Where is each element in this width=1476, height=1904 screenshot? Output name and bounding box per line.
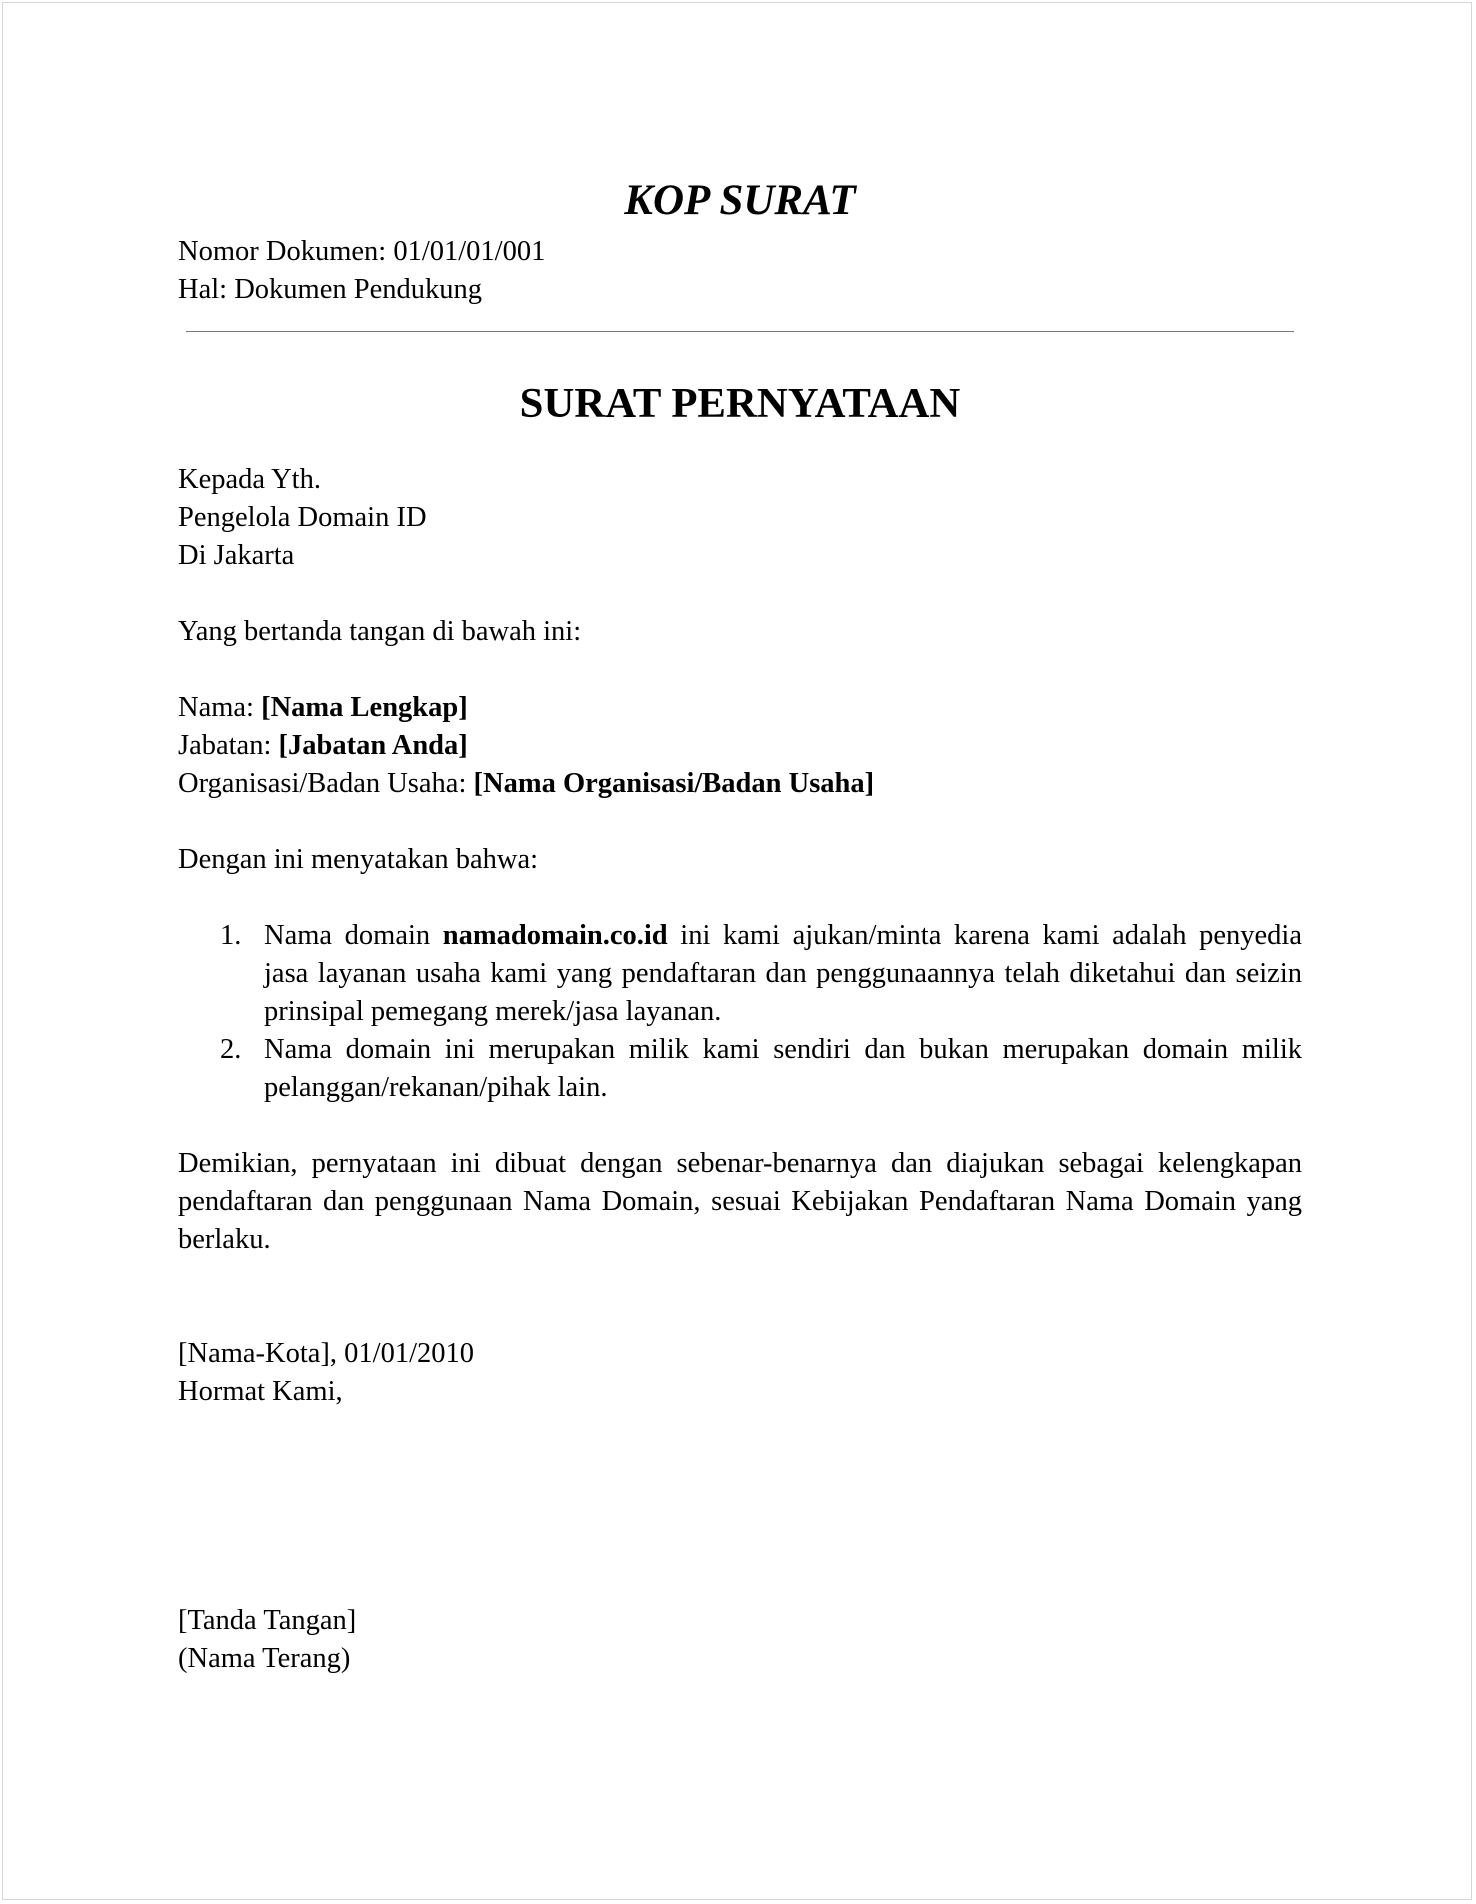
letter-body (178, 461, 1302, 1259)
subject-line (178, 271, 545, 309)
declaration-intro: Dengan ini menyatakan bahwa: (178, 844, 539, 875)
document-page (2, 2, 1472, 1900)
domain-name: namadomain.co.id (442, 920, 668, 951)
statement-item (178, 917, 1302, 1031)
place-date: [Nama-Kota], 01/01/2010 (178, 1338, 475, 1369)
statement-suffix: ini kami ajukan/minta karena kami adalah penyedia jasa layanan usaha kami yang pendaftaran dan penggunaannya telah diketahui dan seizin prinsipal pemegang merek/jasa layanan. (264, 920, 1302, 1027)
letterhead-title: KOP SURAT (624, 177, 856, 224)
organization-field (178, 765, 1302, 803)
recipient-line-2: Pengelola Domain ID (178, 502, 427, 533)
statement-list (178, 917, 1302, 1107)
position-label: Jabatan: (178, 730, 279, 761)
statement-number: 1. (220, 920, 242, 951)
closing-paragraph: Demikian, pernyataan ini dibuat dengan sebenar-benarnya dan diajukan sebagai kelengkapan pendaftaran dan penggunaan Nama Domain, sesuai Kebijakan Pendaftaran Nama Domain yang berlaku. (178, 1148, 1302, 1255)
name-label: Nama: (178, 692, 262, 723)
intro-text: Yang bertanda tangan di bawah ini: (178, 616, 582, 647)
printed-name: (Nama Terang) (178, 1643, 351, 1674)
document-meta (178, 233, 545, 309)
letter-title: SURAT PERNYATAAN (519, 380, 961, 427)
organization-label: Organisasi/Badan Usaha: (178, 768, 474, 799)
statement-prefix: Nama domain (264, 920, 443, 951)
statement-number: 2. (220, 1034, 242, 1065)
name-value: [Nama Lengkap] (261, 692, 468, 723)
position-field (178, 727, 1302, 765)
statement-item (178, 1031, 1302, 1107)
salutation: Hormat Kami, (178, 1376, 343, 1407)
name-field (178, 689, 1302, 727)
subject-label: Hal: (178, 274, 235, 305)
document-number-value: 01/01/01/001 (393, 236, 546, 267)
signature-placeholder: [Tanda Tangan] (178, 1605, 357, 1636)
subject-value: Dokumen Pendukung (234, 274, 482, 305)
document-number-label: Nomor Dokumen: (178, 236, 394, 267)
position-value: [Jabatan Anda] (278, 730, 468, 761)
statement-text: Nama domain ini merupakan milik kami sendiri dan bukan merupakan domain milik pelanggan/rekanan/pihak lain. (264, 1034, 1302, 1103)
organization-value: [Nama Organisasi/Badan Usaha] (473, 768, 875, 799)
signature-block (178, 1602, 356, 1678)
recipient-line-1: Kepada Yth. (178, 464, 321, 495)
document-number-line (178, 233, 545, 271)
header-divider (186, 331, 1294, 332)
closing-block (178, 1335, 474, 1411)
recipient-line-3: Di Jakarta (178, 540, 295, 571)
